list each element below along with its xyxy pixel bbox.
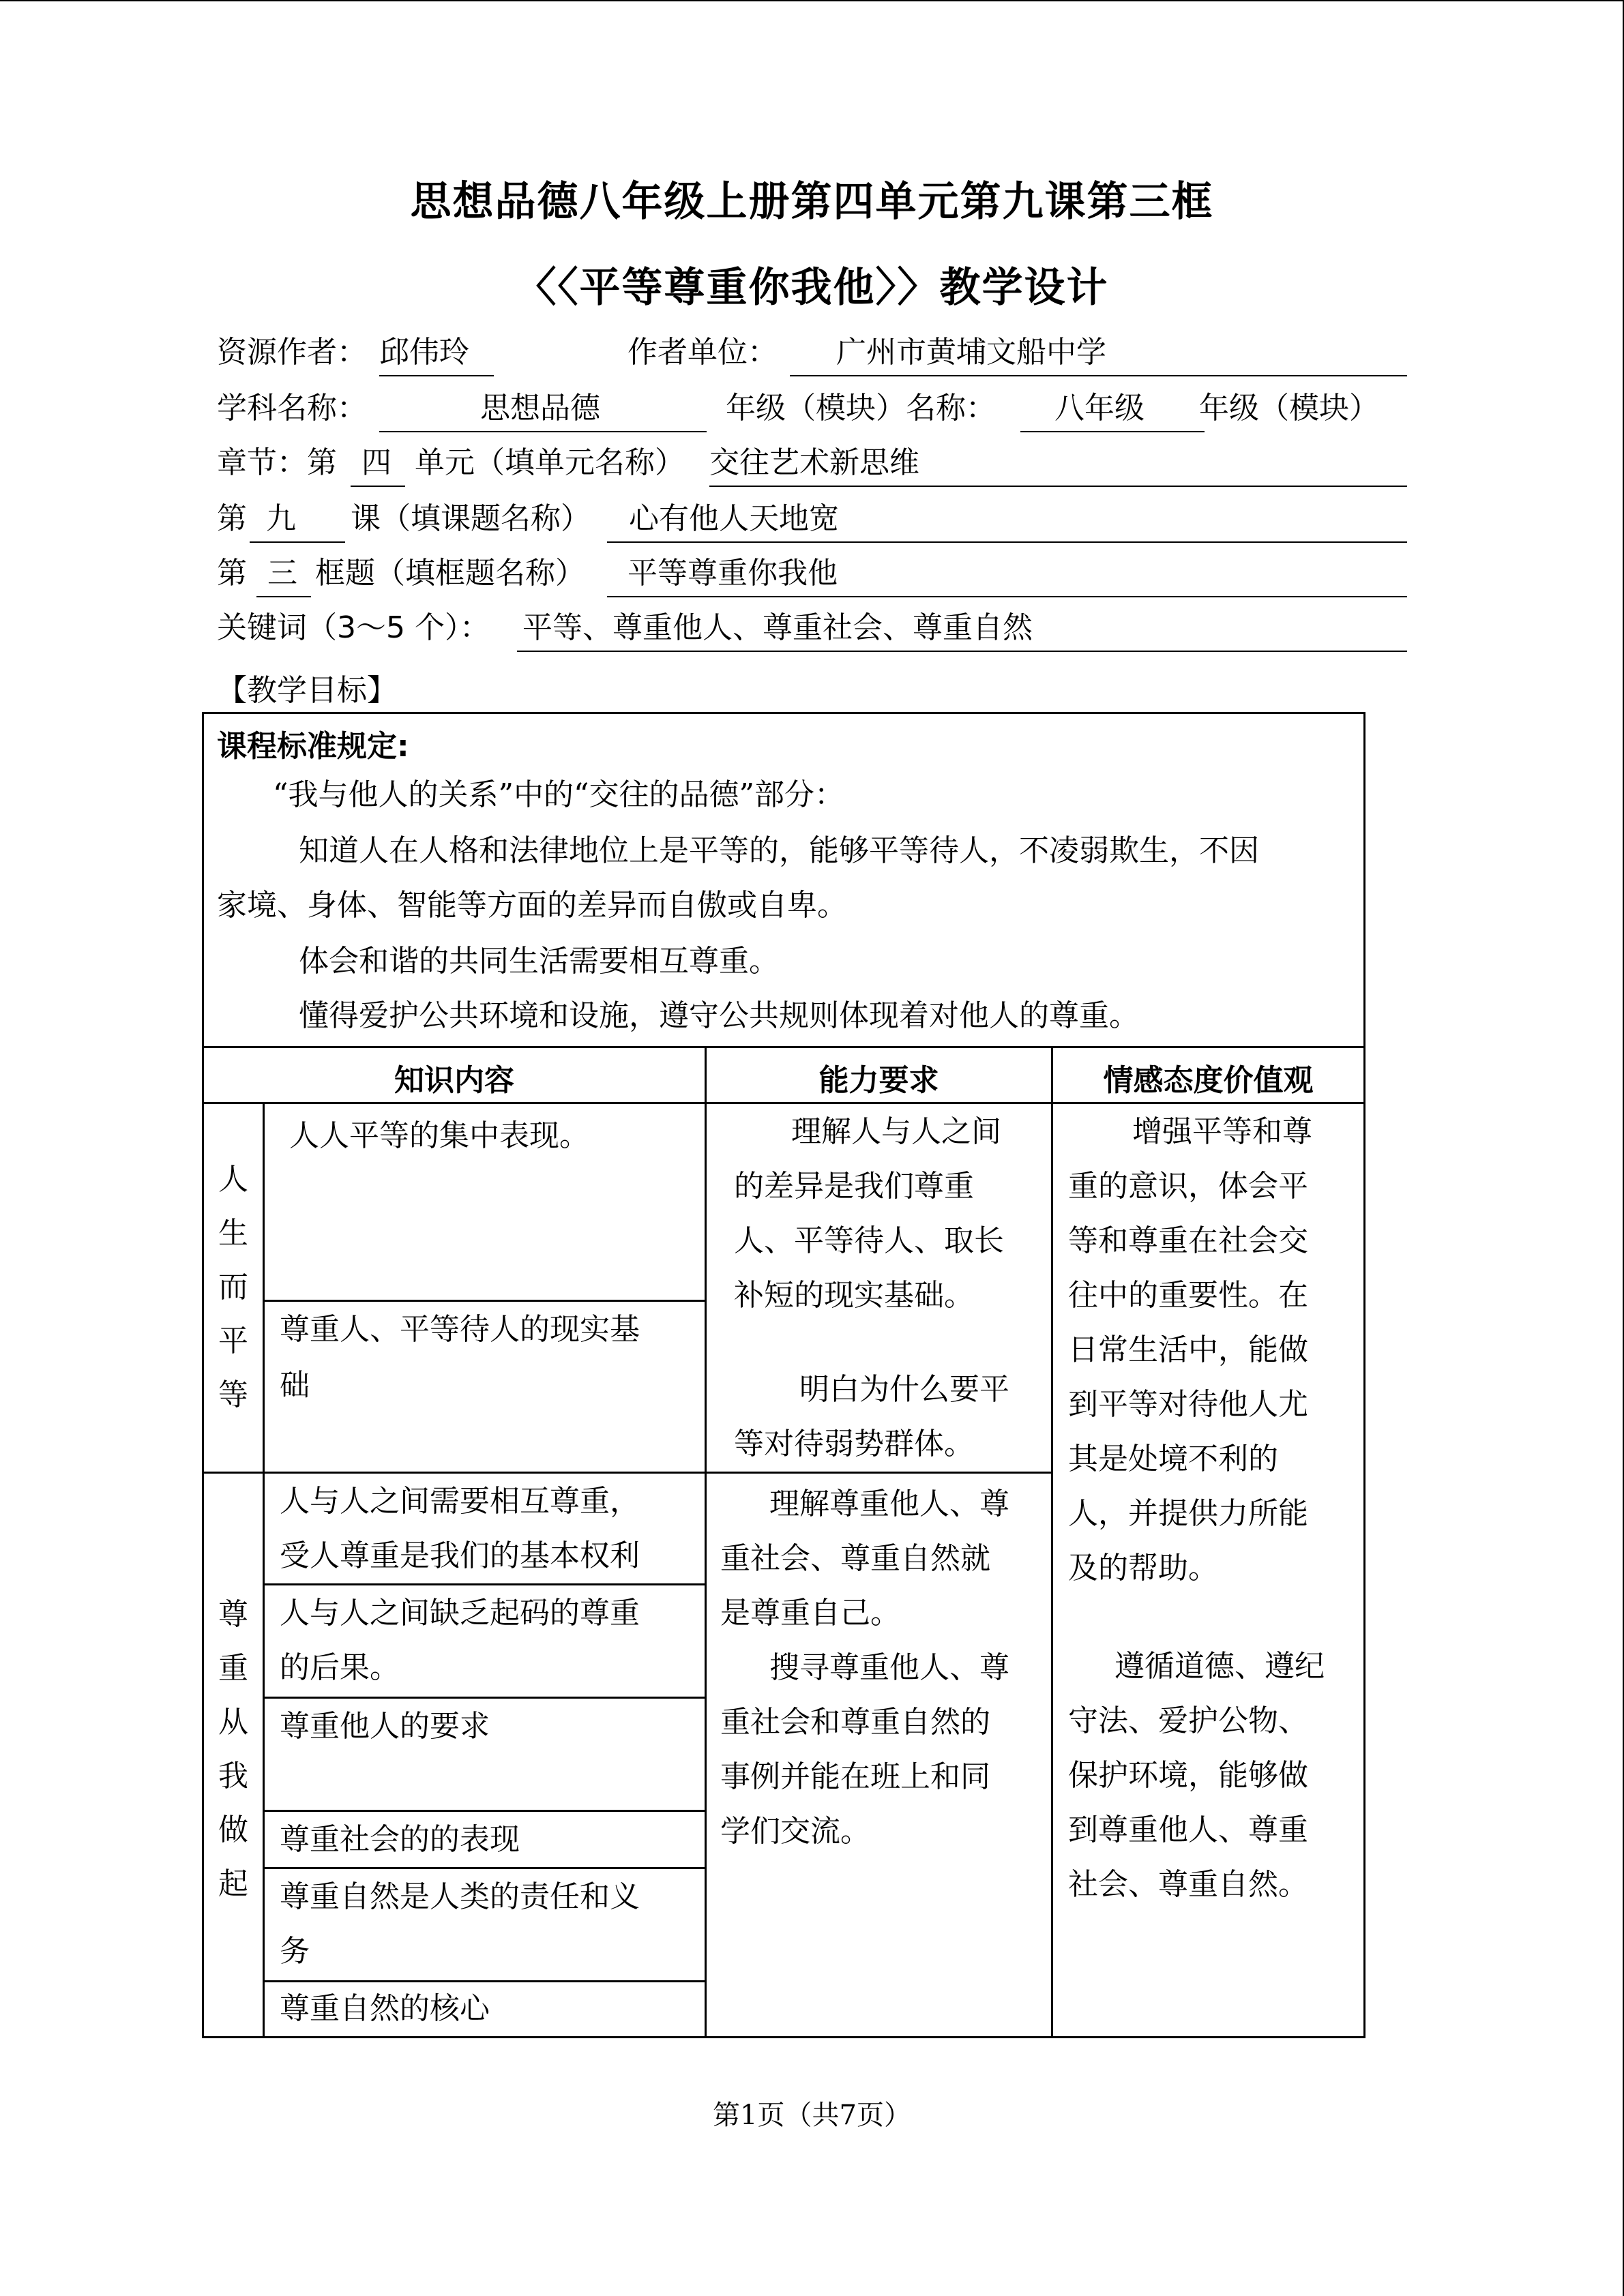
s2-knowledge-3: 尊重他人的要求 — [280, 1709, 490, 1744]
col-line-section — [263, 1102, 265, 2038]
values-line: 日常生活中，能做 — [1068, 1332, 1308, 1367]
frame-underline — [607, 596, 1407, 597]
s1-knowledge-2-line1: 尊重人、平等待人的现实基 — [280, 1312, 640, 1347]
s2-knowledge-1-line2: 受人尊重是我们的基本权利 — [280, 1538, 640, 1573]
values-line: 重的意识，体会平 — [1068, 1169, 1308, 1204]
frame-value: 平等尊重你我他 — [628, 556, 838, 591]
author-row — [217, 329, 1407, 376]
frame-middle: 框题（填框题名称） — [315, 556, 585, 591]
grade-label: 年级（模块）名称： — [726, 391, 996, 426]
unit-label: 作者单位： — [628, 335, 778, 370]
standards-line-3: 体会和谐的共同生活需要相互尊重。 — [299, 944, 779, 979]
knowledge-row-divider-1 — [263, 1300, 705, 1302]
s2-ability-line: 重社会和尊重自然的 — [720, 1705, 990, 1740]
standards-line-1: “我与他人的关系”中的“交往的品德”部分： — [273, 777, 844, 812]
lesson-row — [217, 495, 1407, 543]
frame-row — [217, 550, 1407, 597]
author-value: 邱伟玲 — [379, 335, 469, 370]
keywords-underline — [517, 651, 1407, 652]
author-label: 资源作者： — [217, 335, 367, 370]
subject-value: 思想品德 — [480, 391, 600, 426]
s1-ability-line: 补短的现实基础。 — [734, 1278, 974, 1313]
values-line: 到平等对待他人尤 — [1068, 1387, 1308, 1422]
s2-knowledge-4: 尊重社会的的表现 — [280, 1822, 520, 1857]
subject-label: 学科名称： — [217, 391, 367, 426]
s1-ability-line: 明白为什么要平 — [799, 1372, 1009, 1407]
section2-label-text: 尊重从我做起 — [218, 1597, 248, 1901]
values-line: 守法、爱护公物、 — [1068, 1703, 1308, 1738]
keywords-row — [217, 604, 1407, 652]
grade-underline — [1020, 431, 1205, 432]
chapter-underline — [709, 486, 1407, 487]
s1-knowledge-2-line2: 础 — [280, 1368, 310, 1403]
values-line: 等和尊重在社会交 — [1068, 1223, 1308, 1258]
standards-line-2b: 家境、身体、智能等方面的差异而自傲或自卑。 — [217, 888, 847, 923]
values-line: 保护环境，能够做 — [1068, 1758, 1308, 1793]
s2-knowledge-5-line1: 尊重自然是人类的责任和义 — [280, 1879, 640, 1914]
s2-knowledge-2-line2: 的后果。 — [280, 1650, 400, 1685]
chapter-value: 交往艺术新思维 — [709, 445, 919, 480]
section2-label — [213, 1587, 254, 1911]
teaching-goal-heading: 【教学目标】 — [217, 673, 397, 708]
s1-ability-line: 的差异是我们尊重 — [734, 1169, 974, 1204]
header-divider — [202, 1102, 1365, 1104]
header-ability: 能力要求 — [818, 1063, 939, 1098]
doc-title-line2: 〈〈平等尊重你我他〉〉教学设计 — [515, 264, 1109, 312]
chapter-middle: 单元（填单元名称） — [415, 445, 685, 480]
knowledge-row-divider-2 — [263, 1583, 705, 1585]
author-underline — [379, 375, 494, 376]
section1-label-text: 人生而平等 — [218, 1162, 248, 1412]
doc-title-line1: 思想品德八年级上册第四单元第九课第三框 — [410, 178, 1214, 226]
knowledge-row-divider-3 — [263, 1697, 705, 1699]
s2-knowledge-1-line1: 人与人之间需要相互尊重， — [280, 1484, 640, 1519]
values-line: 往中的重要性。在 — [1068, 1278, 1308, 1313]
chapter-prefix: 章节：第 — [217, 445, 337, 480]
table-border-top — [202, 712, 1365, 714]
subject-row — [217, 385, 1407, 432]
header-values: 情感态度价值观 — [1103, 1063, 1314, 1098]
s2-ability-line: 理解尊重他人、尊 — [769, 1487, 1009, 1521]
values-line: 社会、尊重自然。 — [1068, 1867, 1308, 1902]
values-line: 到尊重他人、尊重 — [1068, 1813, 1308, 1847]
keywords-value: 平等、尊重他人、尊重社会、尊重自然 — [522, 610, 1033, 645]
values-line: 增强平等和尊 — [1132, 1114, 1312, 1149]
standards-line-4: 懂得爱护公共环境和设施，遵守公共规则体现着对他人的尊重。 — [299, 998, 1139, 1033]
unit-value: 广州市黄埔文船中学 — [836, 335, 1106, 370]
standards-divider — [202, 1046, 1365, 1048]
s2-ability-line: 重社会、尊重自然就 — [720, 1541, 990, 1576]
s1-knowledge-1: 人人平等的集中表现。 — [289, 1118, 589, 1153]
s2-ability-line: 学们交流。 — [720, 1814, 870, 1849]
keywords-label: 关键词（3～5 个）： — [217, 610, 490, 645]
grade-suffix: 年级（模块） — [1199, 391, 1379, 426]
s2-ability-line: 是尊重自己。 — [720, 1596, 900, 1630]
col-line-ability — [1051, 1046, 1053, 2038]
grade-value: 八年级 — [1054, 391, 1145, 426]
s1-ability-line: 理解人与人之间 — [791, 1114, 1001, 1149]
frame-num-underline — [256, 596, 311, 597]
standards-heading: 课程标准规定: — [217, 729, 409, 764]
table-border-left — [202, 712, 204, 2038]
lesson-middle: 课（填课题名称） — [351, 501, 591, 536]
page-footer: 第1页（共7页） — [713, 2100, 911, 2131]
values-line: 及的帮助。 — [1068, 1551, 1218, 1585]
s2-knowledge-5-line2: 务 — [280, 1934, 310, 1969]
values-line: 人，并提供力所能 — [1068, 1496, 1308, 1531]
subject-underline — [379, 431, 707, 432]
chapter-num-underline — [351, 486, 405, 487]
s1-ability-line: 人、平等待人、取长 — [734, 1223, 1004, 1258]
lesson-value: 心有他人天地宽 — [629, 501, 839, 536]
header-knowledge: 知识内容 — [394, 1063, 514, 1098]
knowledge-row-divider-4 — [263, 1810, 705, 1812]
lesson-num-underline — [250, 541, 345, 543]
chapter-num: 四 — [361, 445, 392, 480]
lesson-num: 九 — [266, 501, 296, 536]
s2-ability-line: 搜寻尊重他人、尊 — [769, 1650, 1009, 1685]
frame-prefix: 第 — [217, 556, 247, 591]
lesson-prefix: 第 — [217, 501, 247, 536]
section1-label — [213, 1152, 254, 1422]
values-line: 其是处境不利的 — [1068, 1442, 1278, 1476]
frame-num: 三 — [267, 556, 297, 591]
lesson-underline — [607, 541, 1407, 543]
chapter-row — [217, 439, 1407, 487]
knowledge-row-divider-5 — [263, 1867, 705, 1869]
standards-line-2a: 知道人在人格和法律地位上是平等的，能够平等待人，不凌弱欺生，不因 — [299, 833, 1259, 868]
table-border-right — [1363, 712, 1365, 2038]
section-divider — [202, 1472, 1051, 1474]
s2-ability-line: 事例并能在班上和同 — [720, 1759, 990, 1794]
values-line: 遵循道德、遵纪 — [1114, 1649, 1325, 1684]
s2-knowledge-6: 尊重自然的核心 — [280, 1991, 490, 2026]
table-border-bottom — [202, 2036, 1365, 2038]
unit-underline — [790, 375, 1407, 376]
s2-knowledge-2-line1: 人与人之间缺乏起码的尊重 — [280, 1596, 640, 1630]
col-line-knowledge — [705, 1046, 707, 2038]
s1-ability-line: 等对待弱势群体。 — [734, 1427, 974, 1461]
